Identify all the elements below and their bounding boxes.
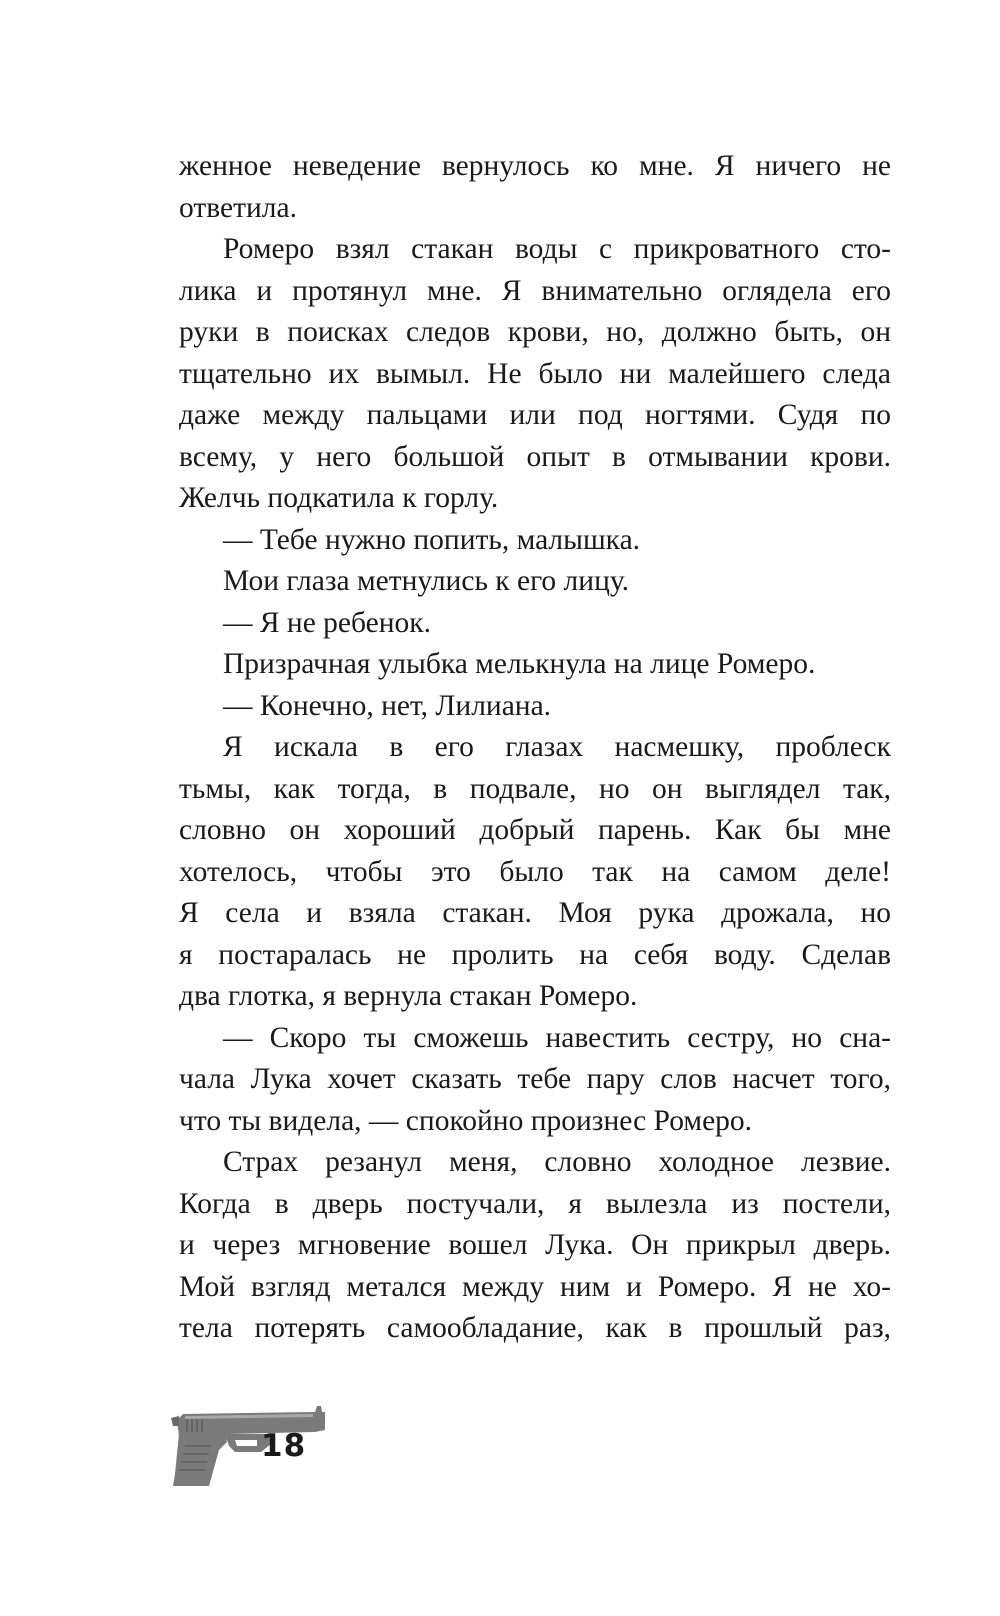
- text-line: женное неведение вернулось ко мне. Я ничего не: [179, 150, 891, 182]
- text-line: хотелось, чтобы это было так на самом деле!: [179, 855, 891, 888]
- text-line: что ты видела, — спокойно произнес Ромеро.: [179, 1104, 753, 1137]
- page-footer: [165, 1400, 365, 1490]
- pistol-icon: [165, 1400, 333, 1488]
- text-line: — Скоро ты сможешь навестить сестру, но сна-: [223, 1021, 891, 1054]
- text-line: Мой взгляд метался между ним и Ромеро. Я не хо-: [179, 1270, 891, 1303]
- text-line: — Тебе нужно попить, малышка.: [223, 523, 641, 556]
- page-number: 18: [261, 1428, 307, 1464]
- text-line: чала Лука хочет сказать тебе пару слов насчет того,: [179, 1063, 891, 1095]
- text-line: и через мгновение вошел Лука. Он прикрыл дверь.: [179, 1229, 891, 1261]
- text-line: руки в поисках следов крови, но, должно быть, он: [179, 316, 891, 348]
- text-line: тела потерять самообладание, как в прошлый раз,: [179, 1312, 891, 1344]
- text-line: Мои глаза метнулись к его лицу.: [223, 565, 630, 597]
- text-line: словно он хороший добрый парень. Как бы мне: [179, 814, 891, 846]
- text-line: — Я не ребенок.: [223, 606, 431, 639]
- text-line: тщательно их вымыл. Не было ни малейшего следа: [179, 357, 891, 390]
- text-line: Страх резанул меня, словно холодное лезвие.: [223, 1146, 891, 1178]
- text-line: Ромеро взял стакан воды с прикроватного сто-: [223, 233, 891, 265]
- text-line: всему, у него большой опыт в отмывании крови.: [179, 440, 891, 473]
- text-line: ответила.: [179, 191, 297, 224]
- body-text: [179, 146, 891, 1350]
- text-line: лика и протянул мне. Я внимательно оглядела его: [179, 274, 891, 307]
- text-line: Призрачная улыбка мелькнула на лице Ромеро.: [223, 648, 816, 680]
- text-line: два глотка, я вернула стакан Ромеро.: [179, 980, 638, 1012]
- text-line: Я искала в его глазах насмешку, проблеск: [223, 731, 891, 763]
- text-line: даже между пальцами или под ногтями. Судя по: [179, 399, 891, 431]
- text-line: Желчь подкатила к горлу.: [179, 482, 499, 514]
- text-line: Когда в дверь постучали, я вылезла из постели,: [179, 1187, 891, 1220]
- text-line: тьмы, как тогда, в подвале, но он выглядел так,: [179, 772, 891, 805]
- text-line: Я села и взяла стакан. Моя рука дрожала, но: [179, 897, 891, 929]
- text-line: — Конечно, нет, Лилиана.: [223, 689, 552, 722]
- text-line: я постаралась не пролить на себя воду. Сделав: [179, 938, 891, 971]
